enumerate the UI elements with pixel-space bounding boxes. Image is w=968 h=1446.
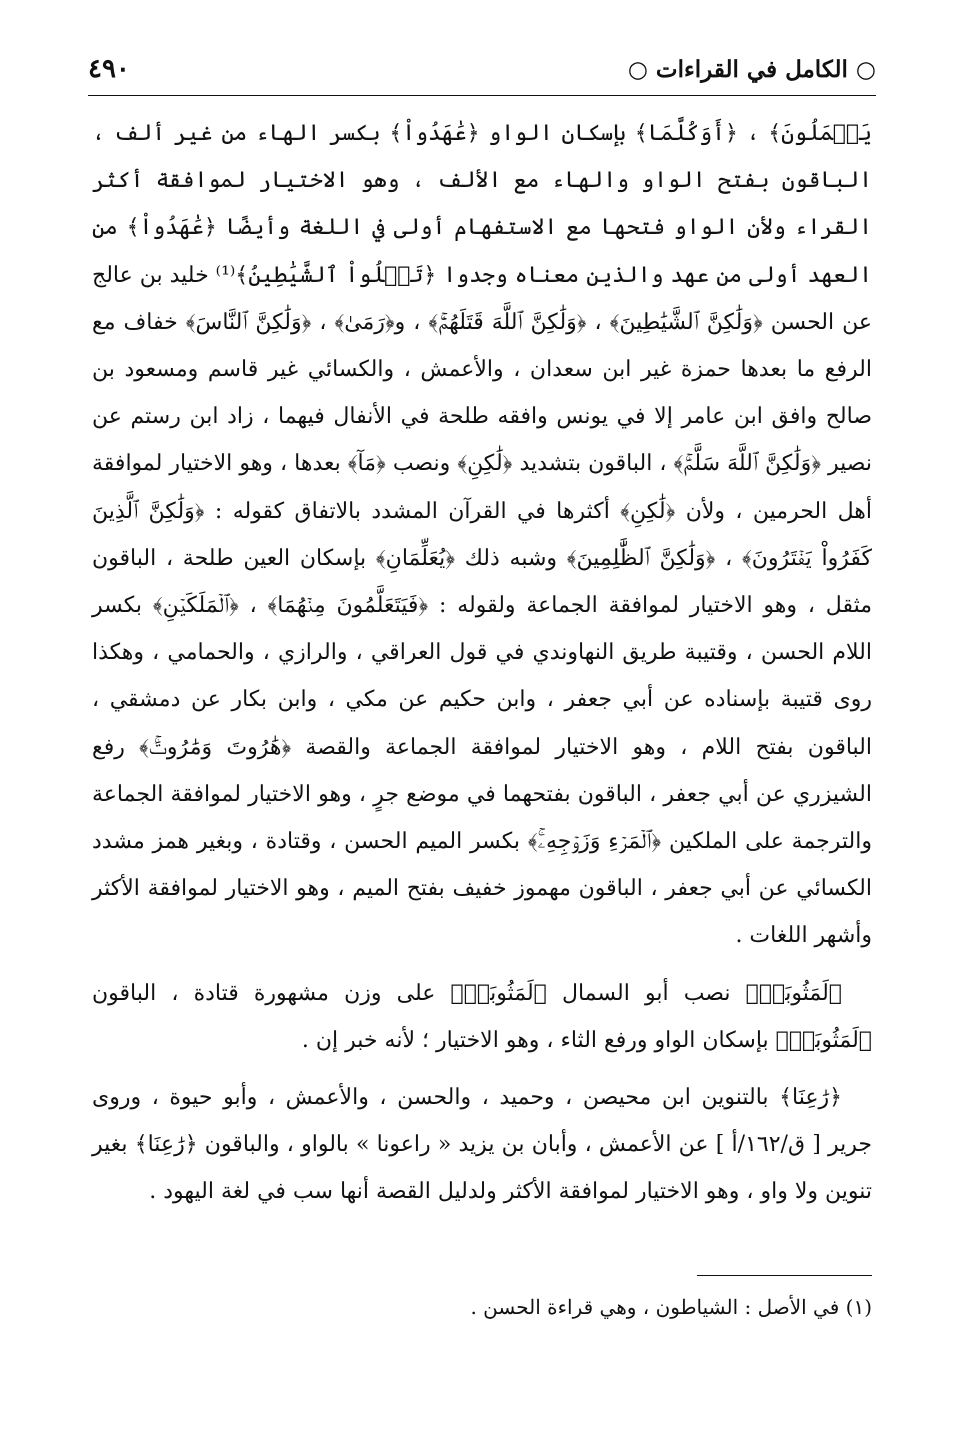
paragraph-2: ﴿لَمَثُوبَةٞ﴾ نصب أبو السمال ﴿لَمَثُوبَةٞ﴾ على وزن مشهورة قتادة ، الباقون ﴿لَمَثُوبَةٞ﴾ بإسكان الواو ورفع الثاء ، وهو الاختيار ؛ لأنه خبر إن . [92,980,872,1053]
paragraph-1: يَعۡمَلُونَ﴾ ، ﴿أَوَكُلَّمَا﴾ بإسكان الواو ﴿عَٰهَدُواْ﴾ بكسر الهاء من غير ألف ، الباقون بفتح الواو والهاء مع الألف ، وهو الاختيار لموافقة أكثر القراء ولأن الواو فتحها مع الاستفهام أولى في اللغة وأيضًا ﴿عَٰهَدُواْ﴾ من العهد أولى من عهد والذين معناه وجدوا ﴿تَتۡلُواْ ٱلشَّيَٰطِينُ﴾⁽¹⁾ خليد بن عالج عن الحسن ﴿وَلَٰكِنَّ ٱلشَّيَٰطِينَ﴾ ، ﴿وَلَٰكِنَّ ٱللَّهَ قَتَلَهُمۡۚ﴾ ، و﴿رَمَىٰ﴾ ، ﴿وَلَٰكِنَّ ٱلنَّاسَ﴾ خفاف مع الرفع ما بعدها حمزة غير ابن سعدان ، والأعمش ، والكسائي غير قاسم ومسعود بن صالح وافق ابن عامر إلا في يونس وافقه طلحة في الأنفال فيهما ، زاد ابن رستم عن نصير ﴿وَلَٰكِنَّ ٱللَّهَ سَلَّمَۚ﴾ ، الباقون بتشديد ﴿لَٰكِنِ﴾ ونصب ﴿مَآ﴾ بعدها ، وهو الاختيار لموافقة أهل الحرمين ، ولأن ﴿لَٰكِنِ﴾ أكثرها في القرآن المشدد بالاتفاق كقوله : ﴿وَلَٰكِنَّ ٱلَّذِينَ كَفَرُواْ يَفۡتَرُونَ﴾ ، ﴿وَلَٰكِنَّ ٱلظَّٰلِمِينَ﴾ وشبه ذلك ﴿يُعَلِّمَانِ﴾ بإسكان العين طلحة ، الباقون مثقل ، وهو الاختيار لموافقة الجماعة ولقوله : ﴿فَيَتَعَلَّمُونَ مِنۡهُمَا﴾ ، ﴿ٱلۡمَلَكَيۡنِ﴾ بكسر اللام الحسن ، وقتيبة طريق النهاوندي في قول العراقي ، والرازي ، والحمامي ، وهكذا روى قتيبة بإسناده عن أبي جعفر ، وابن حكيم عن مكي ، وابن بكار عن دمشقي ، الباقون بفتح اللام ، وهو الاختيار لموافقة الجماعة والقصة ﴿هَٰرُوتَ وَمَٰرُوتَۚ﴾ رفع الشيزري عن أبي جعفر ، الباقون بفتحهما في موضع جرٍ ، وهو الاختيار لموافقة الجماعة والترجمة على الملكين ﴿ٱلۡمَرۡءِ وَزَوۡجِهِۦۚ﴾ بكسر الميم الحسن ، وقتادة ، وبغير همز مشدد الكسائي عن أبي جعفر ، الباقون مهموز خفيف بفتح الميم ، وهو الاختيار لموافقة الأكثر وأشهر اللغات . [92,121,872,949]
running-title: ○ الكامل في القراءات ○ [627,56,876,83]
paragraph-3: ﴿رَٰعِنَا﴾ بالتنوين ابن محيصن ، وحميد ، والحسن ، والأعمش ، وأبو حيوة ، وروى جرير [ ق/١٦٢/أ ] عن الأعمش ، وأبان بن يزيد « راعونا » بالواو ، والباقون ﴿رَٰعِنَا﴾ بغير تنوين ولا واو ، وهو الاختيار لموافقة الأكثر ولدليل القصة أنها سب في لغة اليهود . [92,1085,872,1205]
page-header [88,52,876,92]
header-rule [88,95,876,96]
page-number: ٤٩٠ [88,54,130,84]
footnote: (١) في الأصل : الشياطون ، وهي قراءة الحسن . [470,1295,872,1319]
footnote-rule [697,1275,872,1276]
main-text [92,110,872,1216]
